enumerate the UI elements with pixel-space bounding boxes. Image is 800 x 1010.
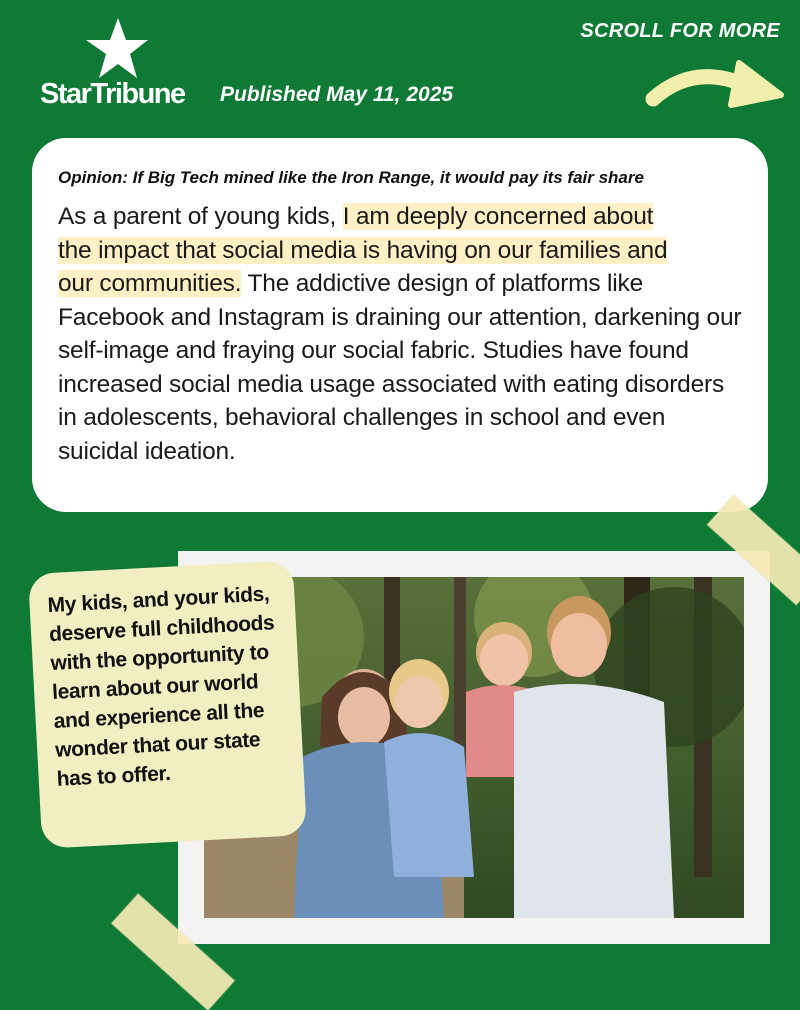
quote-text: My kids, and your kids, deserve full childhoods with the opportunity to learn about our world and experience all the wonder that our state has to offer. — [47, 582, 275, 791]
article-paragraph — [58, 200, 742, 468]
scroll-for-more-label[interactable]: SCROLL FOR MORE — [580, 20, 780, 42]
brand-name: StarTribune — [40, 78, 185, 110]
article-card — [32, 138, 768, 512]
article-headline[interactable]: Opinion: If Big Tech mined like the Iron Range, it would pay its fair share — [58, 168, 644, 187]
highlight-1: I am deeply concerned about — [342, 203, 654, 230]
paragraph-rest: The addictive design of platforms like Facebook and Instagram is draining our attention, darkening our self-image and fraying our social fabric. Studies have found increased social media usage associated with eating disorders in adolescents, behavioral challenges in school and even suicidal ideation. — [58, 270, 742, 465]
curved-arrow-icon[interactable] — [645, 55, 785, 115]
quote-card — [28, 560, 307, 848]
paragraph-intro: As a parent of young kids, — [58, 203, 337, 230]
star-icon — [80, 18, 150, 84]
brand-logo — [40, 18, 200, 113]
highlight-2: the impact that social media is having on our families and — [58, 236, 668, 264]
highlight-3: our communities. — [58, 270, 242, 297]
published-date: Published May 11, 2025 — [220, 83, 454, 106]
